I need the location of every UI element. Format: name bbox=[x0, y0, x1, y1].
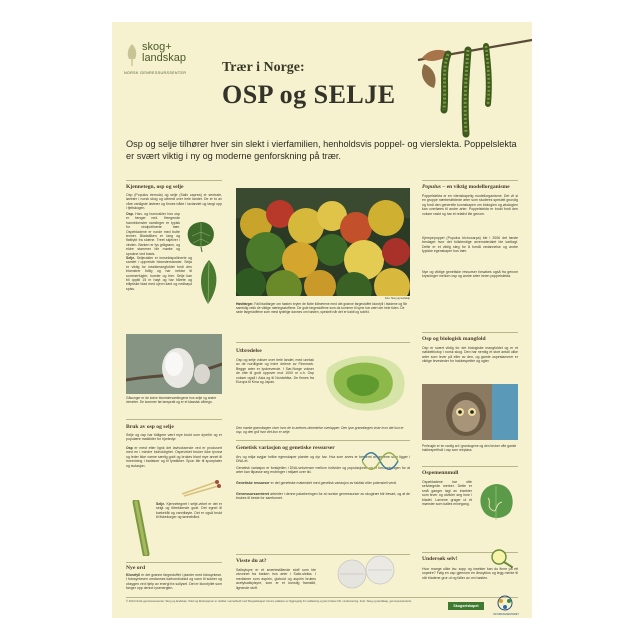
mangfold-text: Osp er svært viktig for det biologiske mangfoldet og er et nøkkelbiotop i norsk skog. Den har nemlig et stort antall ulike arter som lever på eller av den, og gamle ospestammer er viktige levesteder for hakkespetter og ugler. bbox=[422, 346, 518, 364]
divider bbox=[126, 180, 222, 181]
divider bbox=[422, 466, 518, 467]
footer-credits: © 2014 Norsk genressurssenter. Skog og landskap. Tekst og illustrasjoner er utviklet i samarbeid med Skogselskapet. Denne plakaten er tilgjengelig for nedlasting og kan brukes fritt i undervisning. Foto: Skog og landskap, genressursenteret. bbox=[126, 600, 412, 603]
caption-perleugle: Perleugle er en vanlig art i grankogene og den bruker ofte gamle hakkespetthull i osp som reirplass. bbox=[422, 444, 517, 453]
nye-ord-text bbox=[126, 573, 222, 591]
section-heading-populus bbox=[422, 184, 518, 190]
catkin-illustration bbox=[408, 30, 532, 140]
selje-description: Seljerakler er innsektspollinerte og samlet i oppreiste blomsterstander. Selja er viktig for insektmangfoldet fordi den blomstrer tidlig og har nektar til sommerfugler, humler og bier. Selje kan bli opptil 15 m høyt og har hårete og elliptiske blad med ujevn kant og nedbøyd spiss. bbox=[126, 256, 192, 291]
divider bbox=[422, 180, 518, 181]
photo-credit: Foto: Skog og landskap bbox=[384, 297, 410, 300]
visste-du-text: Salisylsyre er et smertestillende stoff som ble utvunnet fra barken hos arter i Salix-slekta. I medisiner som aspirin, globoid og aspirin brukes acetylsalisylsyre, som er et kunstig framstilt, lignende stoff. bbox=[236, 568, 316, 590]
section-heading-utbredelse: Utbredelse bbox=[236, 348, 262, 354]
bruk-selje-text bbox=[156, 502, 222, 520]
willow-flute-icon bbox=[130, 500, 152, 556]
hostfarger-text: Fall bladfarger om høsten bryter de flotte lidtrærene med det grønne fargestoffet klorofyll i bladene og får samtidig vekk de viktige næringsstoffene. De gule fargestoffene som da kommer til syne har vært der hele tiden. De røde fargestoffene som mest tydelige dannes om høsten, spesielt når det er kaldt og solrikt. bbox=[236, 302, 407, 315]
caption-gasunger: Gåsunger er de lodne blomstersamlingene hos selje og andre vierarter. De kommer før løvspratt og er et klassisk vårtegn. bbox=[126, 396, 217, 405]
bruk-selje-label: Selje. bbox=[156, 502, 166, 506]
genressurssenteret-text: arbeider i denne palarkeringen for at norske genressurser av skogtrær blir bevart, og at de brukes til beste for samfunnet. bbox=[236, 492, 410, 501]
logo-skog: skog+ bbox=[142, 41, 172, 53]
naturfagsenteret-logo-icon bbox=[490, 594, 520, 612]
section-heading-undersok: Undersøk selv! bbox=[422, 556, 458, 562]
divider bbox=[126, 419, 222, 420]
intro-text: Osp og selje tilhører hver sin slekt i vierfamilien, henholdsvis poppel- og vierslekta. Poppelslekta er svært viktig i ny og moderne genforskning på trær. bbox=[126, 139, 517, 161]
hostfarger-label: Høstfarger. bbox=[236, 302, 254, 306]
populus-text-1: Poppelslekta er en vitenskapelig modellorganisme. Det vil si en gruppe nærbeslektede arter som studeres spesielt grundig og fordi den generelle kunnskapen om biologien og økologien kan overføres til andre arter. Poppelslekta er brukt fordi den vokser raskt og har et relativt lite genom. bbox=[422, 194, 518, 216]
undersok-text: Hvor mange ulike lav, sopp og insekter kan du finne på ett ospetre? Følg en osp gjennom en årssyklus og legg merke til når bladene gror ut og faller av om høsten. bbox=[422, 567, 518, 580]
bruk-selje-description: Kjennetegnet i selje-virket er det er seigt og tiltrekkende godt. Det egnet til barkebåt og vannfløyte. Det er også brukt til fiskekorger og tønnebånd. bbox=[156, 502, 222, 520]
bruk-osp-text bbox=[126, 446, 222, 468]
ospemennmull-text: Ospebladene har ofte selvfargede merker. Dette er små ganger lagt av insekter som lever og utvikler seg inne i bladet. Larvene grager ut et mønster som kalles minegang. bbox=[422, 480, 472, 507]
tree-logo-icon bbox=[124, 42, 140, 68]
populus-heading-rest: – en viktig modellorganisme bbox=[440, 184, 510, 190]
divider bbox=[236, 342, 410, 343]
section-heading-bruk: Bruk av osp og selje bbox=[126, 424, 174, 430]
mined-leaf-icon bbox=[474, 480, 518, 524]
page-title: OSP og SELJE bbox=[222, 80, 396, 109]
owl-photo bbox=[422, 384, 518, 440]
autumn-forest-photo bbox=[236, 188, 410, 296]
section-heading-genetisk: Genetisk variasjon og genetiske ressurser bbox=[236, 445, 335, 451]
bruk-osp-description: er mest etter lignk det lavtvoksende ved er produsert med en i mindre bioholdighet. Ospevirket bruker ikke tynnrø og leder ikke varme særlig godt og brukes blant mye annet til innredning i badstuer og til fyrstikker. Spon blir til sponplater og isolasjon. bbox=[126, 446, 222, 468]
dna-icon bbox=[362, 450, 402, 472]
bruk-text: Selje og osp har tidligere vært mye brukt som dyrefôr og er populære matkilder for hjortedyr. bbox=[126, 433, 222, 442]
osp-label: Osp. bbox=[126, 212, 134, 216]
section-heading-visste-du: Visste du at? bbox=[236, 558, 267, 564]
populus-text-2: Kjempepoppel (Populus trichocarpa) ble i 2006 det første treslaget hvor det fullstendige arvematerialet ble kartlagt. Dette er et viktig steg for å forstå vedannelse og andre typiske egenskaper hos trær. bbox=[422, 236, 518, 254]
aspen-leaf-icon bbox=[182, 218, 220, 252]
selje-label: Selje. bbox=[126, 256, 136, 260]
footer-divider bbox=[126, 597, 518, 598]
genetisk-text-3 bbox=[236, 481, 410, 485]
osp-description: Han- og hunnrakler hos osp er henger ned. Hengende hannblomster samlinger er typisk for vindpollinerte trær. Ospebladene er runde med butte tenner. Bladstilken er lang og flattrykt fra sidene. Treet skjelver i vinden. Barken er lys grågrønn, og eldre stammer blir mørke og sprukne ved basis. bbox=[126, 212, 180, 256]
genetisk-text-4 bbox=[236, 492, 410, 501]
klorofyll-description: er det grønne fargestoffet i planter med fotosyntese. I fotosyntesen omdannes karbondioksid og vann til sukker og oksygen ved hjelp av energi fra sollyset. Det er klorofyllet som fanger opp denne lysenergien. bbox=[126, 573, 222, 591]
osp-text bbox=[126, 212, 180, 256]
populus-text-3: Nye og viktige genetiske ressurser forsøkes også fra genom krysninger mellom osp og andre arter innen poppelslekta. bbox=[422, 270, 518, 279]
sponsor-logo-naturfagsenteret: NATURFAGSENTERET bbox=[493, 613, 519, 616]
section-heading-mangfold: Osp og biologisk mangfold bbox=[422, 336, 486, 342]
divider bbox=[126, 562, 222, 563]
genressurssenteret-label: Genressurssenteret bbox=[236, 492, 270, 496]
genetiske-ressurser-label: Genetiske ressurser bbox=[236, 481, 270, 485]
magnifier-icon bbox=[488, 548, 514, 568]
genetisk-text-2: Genetisk variasjon er forskjellen i DNA-sekvenser mellom individer og populasjoner og er forutsetningen for at arter kan tilpasse seg endringer i miljøet over tid. bbox=[236, 466, 410, 475]
section-heading-nye-ord: Nye ord bbox=[126, 565, 146, 571]
distribution-map bbox=[318, 348, 410, 418]
bruk-osp-label: Osp bbox=[126, 446, 133, 450]
section-heading-kjennetegn: Kjennetegn, osp og selje bbox=[126, 184, 184, 190]
willow-leaf-icon bbox=[196, 258, 222, 306]
selje-text bbox=[126, 256, 192, 291]
poster bbox=[112, 22, 532, 618]
pussy-willow-photo bbox=[126, 334, 222, 394]
logo-tagline: NORSK GENRESSURSSENTER bbox=[124, 71, 187, 75]
genetiske-ressurser-text: er det genetiske materialet med genetisk variasjon av faktisk eller potensiell verdi. bbox=[270, 481, 398, 485]
matches-icon bbox=[180, 476, 222, 498]
populus-heading-italic: Populus bbox=[422, 184, 441, 190]
divider bbox=[236, 440, 410, 441]
divider bbox=[422, 332, 518, 333]
klorofyll-label: Klorofyll bbox=[126, 573, 141, 577]
sponsor-logo-skogselskapet: Skogselskapet bbox=[448, 602, 484, 610]
genetisk-text-1: Arv og miljø avgjør hvilke egenskaper planter og dyr har. Hva som arves er bestemt av genene som ligger i DNA-et. bbox=[236, 455, 410, 464]
map-caption: Den mørke grønnfargen viser hvor de to artenes utbredelse overlapper. Den lyse grønnfargen viser hvor det kun er osp, og den grå hvor det kun er selje. bbox=[236, 426, 404, 435]
kicker: Trær i Norge: bbox=[222, 60, 305, 75]
utbredelse-text: Osp og selje vokser over hele landet, med unntak av de nordligste og indre delene av Finnmark. Begge arter er lyskrevende. I Sør-Norge vokser de ofte til godt oppover mot 1000 m o.h. Osp vokser også i Asia og til Nordafrika. De finnes fra Europa til Kina og Japan. bbox=[236, 358, 314, 385]
caption-hostfarger bbox=[236, 302, 410, 314]
kjennetegn-text: Osp (Populus tremula) og selje (Salix caprea) er sentrale, løvtrær i norsk skog og utbredt over hele landet. De er to av våre vanligste løvtrær og finnes både i lavlandet og langt opp i fjellskogen. bbox=[126, 193, 222, 211]
aspirin-tablets-icon bbox=[332, 552, 402, 592]
logo-landskap: landskap bbox=[142, 52, 187, 64]
section-heading-ospemennmull: Ospemennmull bbox=[422, 470, 459, 476]
